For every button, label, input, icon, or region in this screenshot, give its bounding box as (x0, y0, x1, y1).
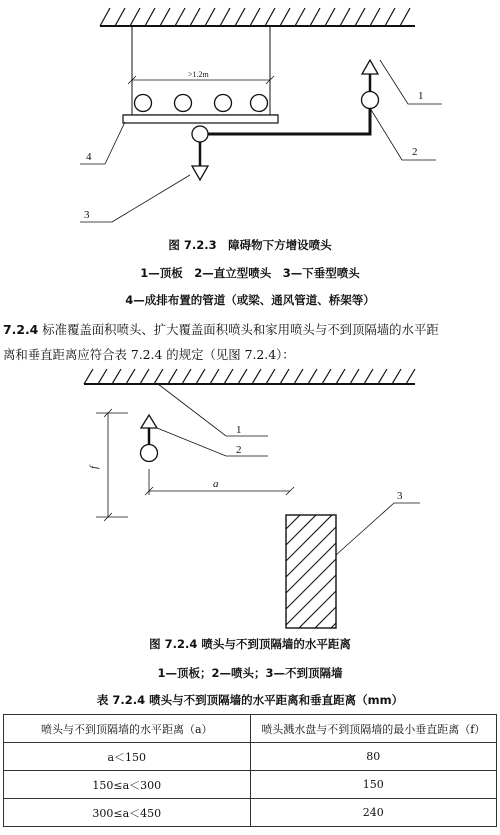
table-row (4, 743, 497, 771)
callout-2: 2 (412, 146, 418, 158)
table-row (4, 771, 497, 799)
callout-1: 1 (418, 90, 424, 102)
sprinkler (141, 415, 158, 462)
figure-7-2-3-legend-1: 1—顶板 2—直立型喷头 3—下垂型喷头 (140, 266, 360, 280)
pendent-sprinkler (192, 126, 208, 180)
callout-4: 4 (86, 151, 92, 163)
table-header-row (4, 715, 497, 743)
figure-7-2-4-drawing (0, 365, 500, 630)
upright-sprinkler (362, 60, 379, 109)
cell-f: 80 (250, 743, 497, 771)
figure-7-2-4-caption: 图 7.2.4 喷头与不到顶隔墙的水平距离 (149, 637, 351, 651)
ceiling-slab-2 (84, 369, 415, 384)
clause-number: 7.2.4 (3, 322, 39, 337)
clause-text-1: 标准覆盖面积喷头、扩大覆盖面积喷头和家用喷头与不到顶隔墙的水平距 (42, 322, 439, 337)
clause-line-2: 离和垂直距离应符合表 7.2.4 的规定（见图 7.2.4）： (3, 347, 295, 362)
ceiling-slab (100, 8, 415, 26)
dimension-a (145, 469, 294, 495)
dimension-a-label: a (213, 478, 219, 490)
cell-a: 150≤a＜300 (4, 771, 251, 799)
figure-7-2-3-legend-2: 4—成排布置的管道（或梁、通风管道、桥架等） (125, 293, 375, 307)
partial-height-wall (270, 475, 370, 630)
dimension-f-label: f (88, 465, 100, 469)
table-row (4, 799, 497, 827)
clause-line-1 (3, 317, 497, 342)
figure-7-2-4-legend: 1—顶板；2—喷头；3—不到顶隔墙 (157, 666, 343, 680)
figure-7-2-3-caption: 图 7.2.3 障碍物下方增设喷头 (168, 238, 332, 252)
figure-7-2-3-drawing (0, 0, 500, 235)
fig2-callout-1: 1 (236, 424, 242, 436)
pipe-bank (123, 95, 278, 124)
cell-a: a＜150 (4, 743, 251, 771)
cell-f: 150 (250, 771, 497, 799)
header-vertical-distance: 喷头溅水盘与不到顶隔墙的最小垂直距离（f） (250, 715, 497, 743)
callout-leaders (80, 60, 442, 222)
dimension-f (96, 409, 128, 521)
clause-7-2-4 (3, 317, 497, 367)
callout-3: 3 (84, 209, 90, 221)
cell-a: 300≤a＜450 (4, 799, 251, 827)
fig2-callout-2: 2 (236, 444, 242, 456)
table-7-2-4 (3, 714, 497, 827)
fig2-callout-3: 3 (397, 490, 403, 502)
header-horizontal-distance: 喷头与不到顶隔墙的水平距离（a） (4, 715, 251, 743)
table-7-2-4-title: 表 7.2.4 喷头与不到顶隔墙的水平距离和垂直距离（mm） (96, 693, 404, 707)
dimension-label: >1.2m (188, 70, 209, 79)
cell-f: 240 (250, 799, 497, 827)
